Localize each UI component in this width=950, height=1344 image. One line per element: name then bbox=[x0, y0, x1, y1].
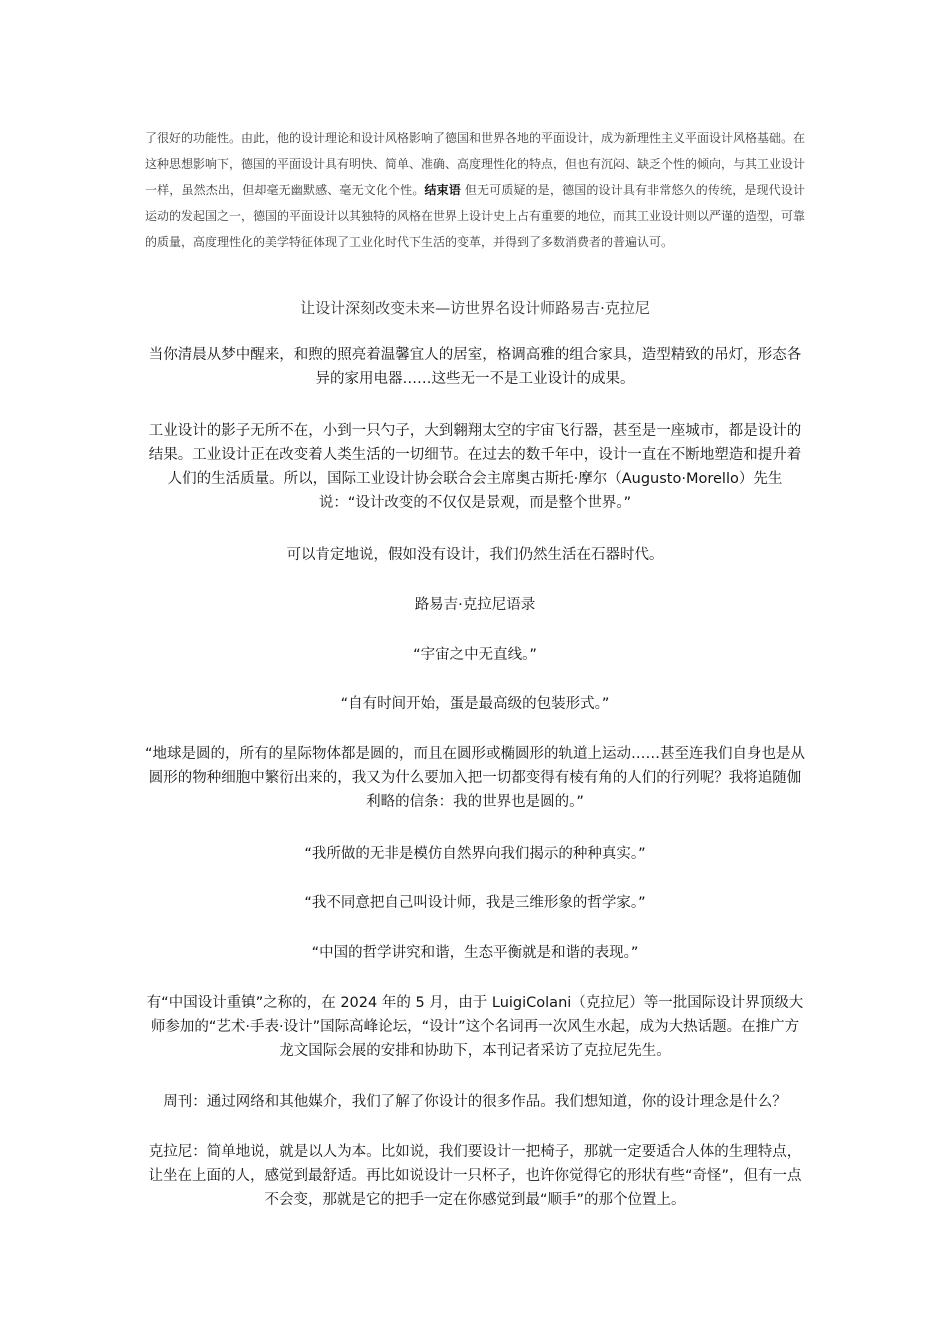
intro-paragraph bbox=[145, 125, 805, 255]
interview-question: 周刊：通过网络和其他媒介，我们了解了你设计的很多作品。我们想知道，你的设计理念是什么？ bbox=[163, 1094, 787, 1110]
paragraph-opening: 当你清晨从梦中醒来，和煦的照亮着温馨宜人的居室，格调高雅的组合家具，造型精致的吊灯，形态各异的家用电器……这些无一不是工业设计的成果。 bbox=[148, 347, 802, 387]
quote-philosopher: “我不同意把自己叫设计师，我是三维形象的哲学家。” bbox=[304, 895, 646, 911]
paragraph-forum: 有“中国设计重镇”之称的，在 2024 年的 5 月，由于 LuigiColani（克拉尼）等一批国际设计界顶级大师参加的“艺术·手表·设计”国际高峰论坛，“设计”这个名词再一次风生水起，成为大热话题。在推广方龙文国际会展的安排和协助下，本刊记者采访了克拉尼先生。 bbox=[146, 995, 804, 1059]
quote-round-world: “地球是圆的，所有的星际物体都是圆的，而且在圆形或椭圆形的轨道上运动……甚至连我们自身也是从圆形的物种细胞中繁衍出来的，我又为什么要加入把一切都变得有棱有角的人们的行列呢？我将追随伽利略的信条：我的世界也是圆的。” bbox=[145, 746, 806, 810]
quote-egg: “自有时间开始，蛋是最高级的包装形式。” bbox=[340, 696, 610, 712]
quote-harmony: “中国的哲学讲究和谐，生态平衡就是和谐的表现。” bbox=[311, 945, 639, 961]
paragraph-industrial-design: 工业设计的影子无所不在，小到一只勺子，大到翱翔太空的宇宙飞行器，甚至是一座城市，都是设计的结果。工业设计正在改变着人类生活的一切细节。在过去的数千年中，设计一直在不断地塑造和提升着人们的生活质量。所以，国际工业设计协会联合会主席奥古斯托·摩尔（Augusto·Morello）先生说：“设计改变的不仅仅是景观，而是整个世界。” bbox=[148, 423, 802, 511]
quote-universe: “宇宙之中无直线。” bbox=[413, 647, 537, 663]
quote-nature: “我所做的无非是模仿自然界向我们揭示的种种真实。” bbox=[304, 846, 646, 862]
intro-text-part2: 但无可质疑的是，德国的设计具有非常悠久的传统，是现代设计运动的发起国之一，德国的平面设计以其独特的风格在世界上设计史上占有重要的地位，而其工业设计则以严谨的造型，可靠的质量，高度理性化的美学特征体现了工业化时代下生活的变革，并得到了多数消费者的普遍认可。 bbox=[145, 183, 806, 249]
interview-answer: 克拉尼：简单地说，就是以人为本。比如说，我们要设计一把椅子，那就一定要适合人体的生理特点，让坐在上面的人，感觉到最舒适。再比如说设计一只杯子，也许你觉得它的形状有些“奇怪”，但有一点不会变，那就是它的把手一定在你感觉到最“顺手”的那个位置上。 bbox=[148, 1144, 802, 1208]
paragraph-stone-age: 可以肯定地说，假如没有设计，我们仍然生活在石器时代。 bbox=[286, 547, 664, 563]
intro-text-part1: 了很好的功能性。由此，他的设计理论和设计风格影响了德国和世界各地的平面设计，成为新理性主义平面设计风格基础。在这种思想影响下，德国的平面设计具有明快、简单、准确、高度理性化的特点，但也有沉闷、缺乏个性的倾向，与其工业设计一样，虽然杰出，但却毫无幽默感、毫无文化个性。 bbox=[145, 131, 806, 197]
conclusion-label: 结束语 bbox=[424, 183, 461, 197]
article-title: 让设计深刻改变未来—访世界名设计师路易吉·克拉尼 bbox=[300, 299, 650, 317]
quotes-heading: 路易吉·克拉尼语录 bbox=[414, 597, 536, 613]
